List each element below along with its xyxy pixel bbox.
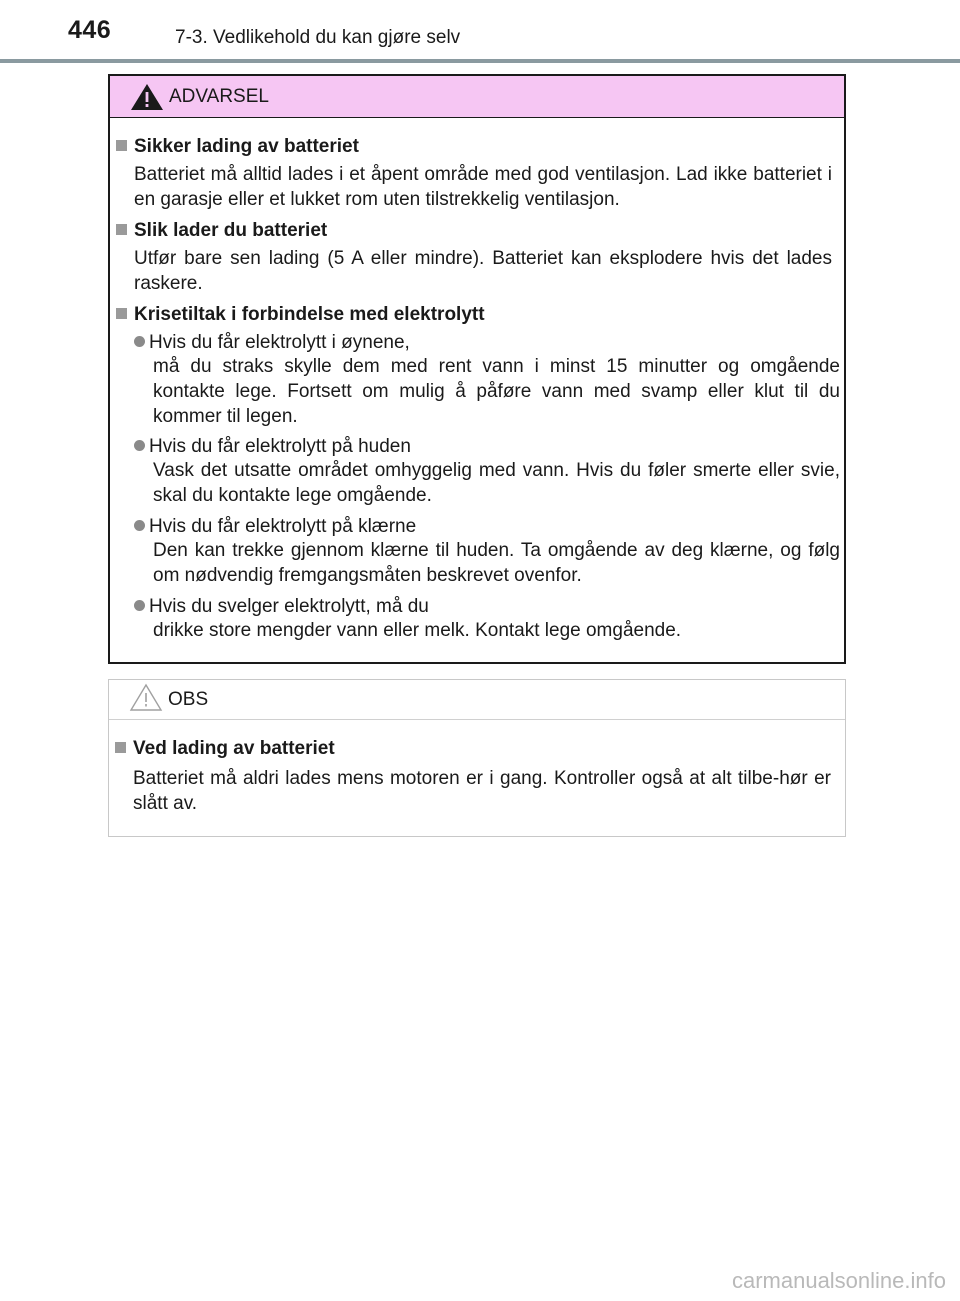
list-item-body-clothes: Den kan trekke gjennom klærne til huden. Ta omgående av deg klærne, og følg om nødvendig fremgangsmåten beskrevet ovenfor. xyxy=(153,540,840,586)
section-text-safe-charging: Batteriet må alltid lades i et åpent område med god ventilasjon. Lad ikke batteriet i en garasje eller et lukket rom uten tilstrekkelig ventilasjon. xyxy=(134,164,832,210)
round-bullet-icon xyxy=(134,336,145,347)
round-bullet-icon xyxy=(134,600,145,611)
round-bullet-icon xyxy=(134,440,145,451)
header-divider xyxy=(0,59,960,63)
section-text-charging: Batteriet må aldri lades mens motoren er i gang. Kontroller også at alt tilbe-hør er slått av. xyxy=(133,768,831,814)
list-item-lead-swallow: Hvis du svelger elektrolytt, må du xyxy=(134,596,429,618)
section-heading-charging: Ved lading av batteriet xyxy=(115,738,335,760)
square-bullet-icon xyxy=(116,224,127,235)
square-bullet-icon xyxy=(116,308,127,319)
section-text-how-to-charge: Utfør bare sen lading (5 A eller mindre). Batteriet kan eksplodere hvis det lades raskere. xyxy=(134,248,832,294)
section-title: 7-3. Vedlikehold du kan gjøre selv xyxy=(175,27,461,48)
section-heading-how-to-charge: Slik lader du batteriet xyxy=(116,220,327,242)
section-heading-electrolyte: Krisetiltak i forbindelse med elektrolytt xyxy=(116,304,485,326)
round-bullet-icon xyxy=(134,520,145,531)
list-item-body-swallow: drikke store mengder vann eller melk. Kontakt lege omgående. xyxy=(153,620,682,641)
watermark: carmanualsonline.info xyxy=(731,1268,946,1293)
warning-title: ADVARSEL xyxy=(169,86,269,107)
notice-box xyxy=(108,679,846,837)
list-item-lead-eyes: Hvis du får elektrolytt i øynene, xyxy=(134,332,410,354)
section-heading-safe-charging: Sikker lading av batteriet xyxy=(116,136,359,158)
caution-outline-triangle-icon xyxy=(129,683,163,711)
notice-header xyxy=(109,680,845,720)
list-item-body-eyes: må du straks skylle dem med rent vann i minst 15 minutter og omgående kontakte lege. Fortsett om mulig å påføre vann med svamp eller klut til du kommer til legen. xyxy=(153,356,840,427)
square-bullet-icon xyxy=(116,140,127,151)
warning-box xyxy=(108,74,846,664)
page-number: 446 xyxy=(68,16,112,44)
list-item-lead-clothes: Hvis du får elektrolytt på klærne xyxy=(134,516,416,538)
square-bullet-icon xyxy=(115,742,126,753)
list-item-lead-skin: Hvis du får elektrolytt på huden xyxy=(134,436,411,458)
warning-header xyxy=(110,76,844,118)
page-header xyxy=(0,0,960,62)
warning-triangle-icon xyxy=(130,83,164,111)
notice-title: OBS xyxy=(168,689,209,710)
list-item-body-skin: Vask det utsatte området omhyggelig med vann. Hvis du føler smerte eller svie, skal du kontakte lege omgående. xyxy=(153,460,840,506)
